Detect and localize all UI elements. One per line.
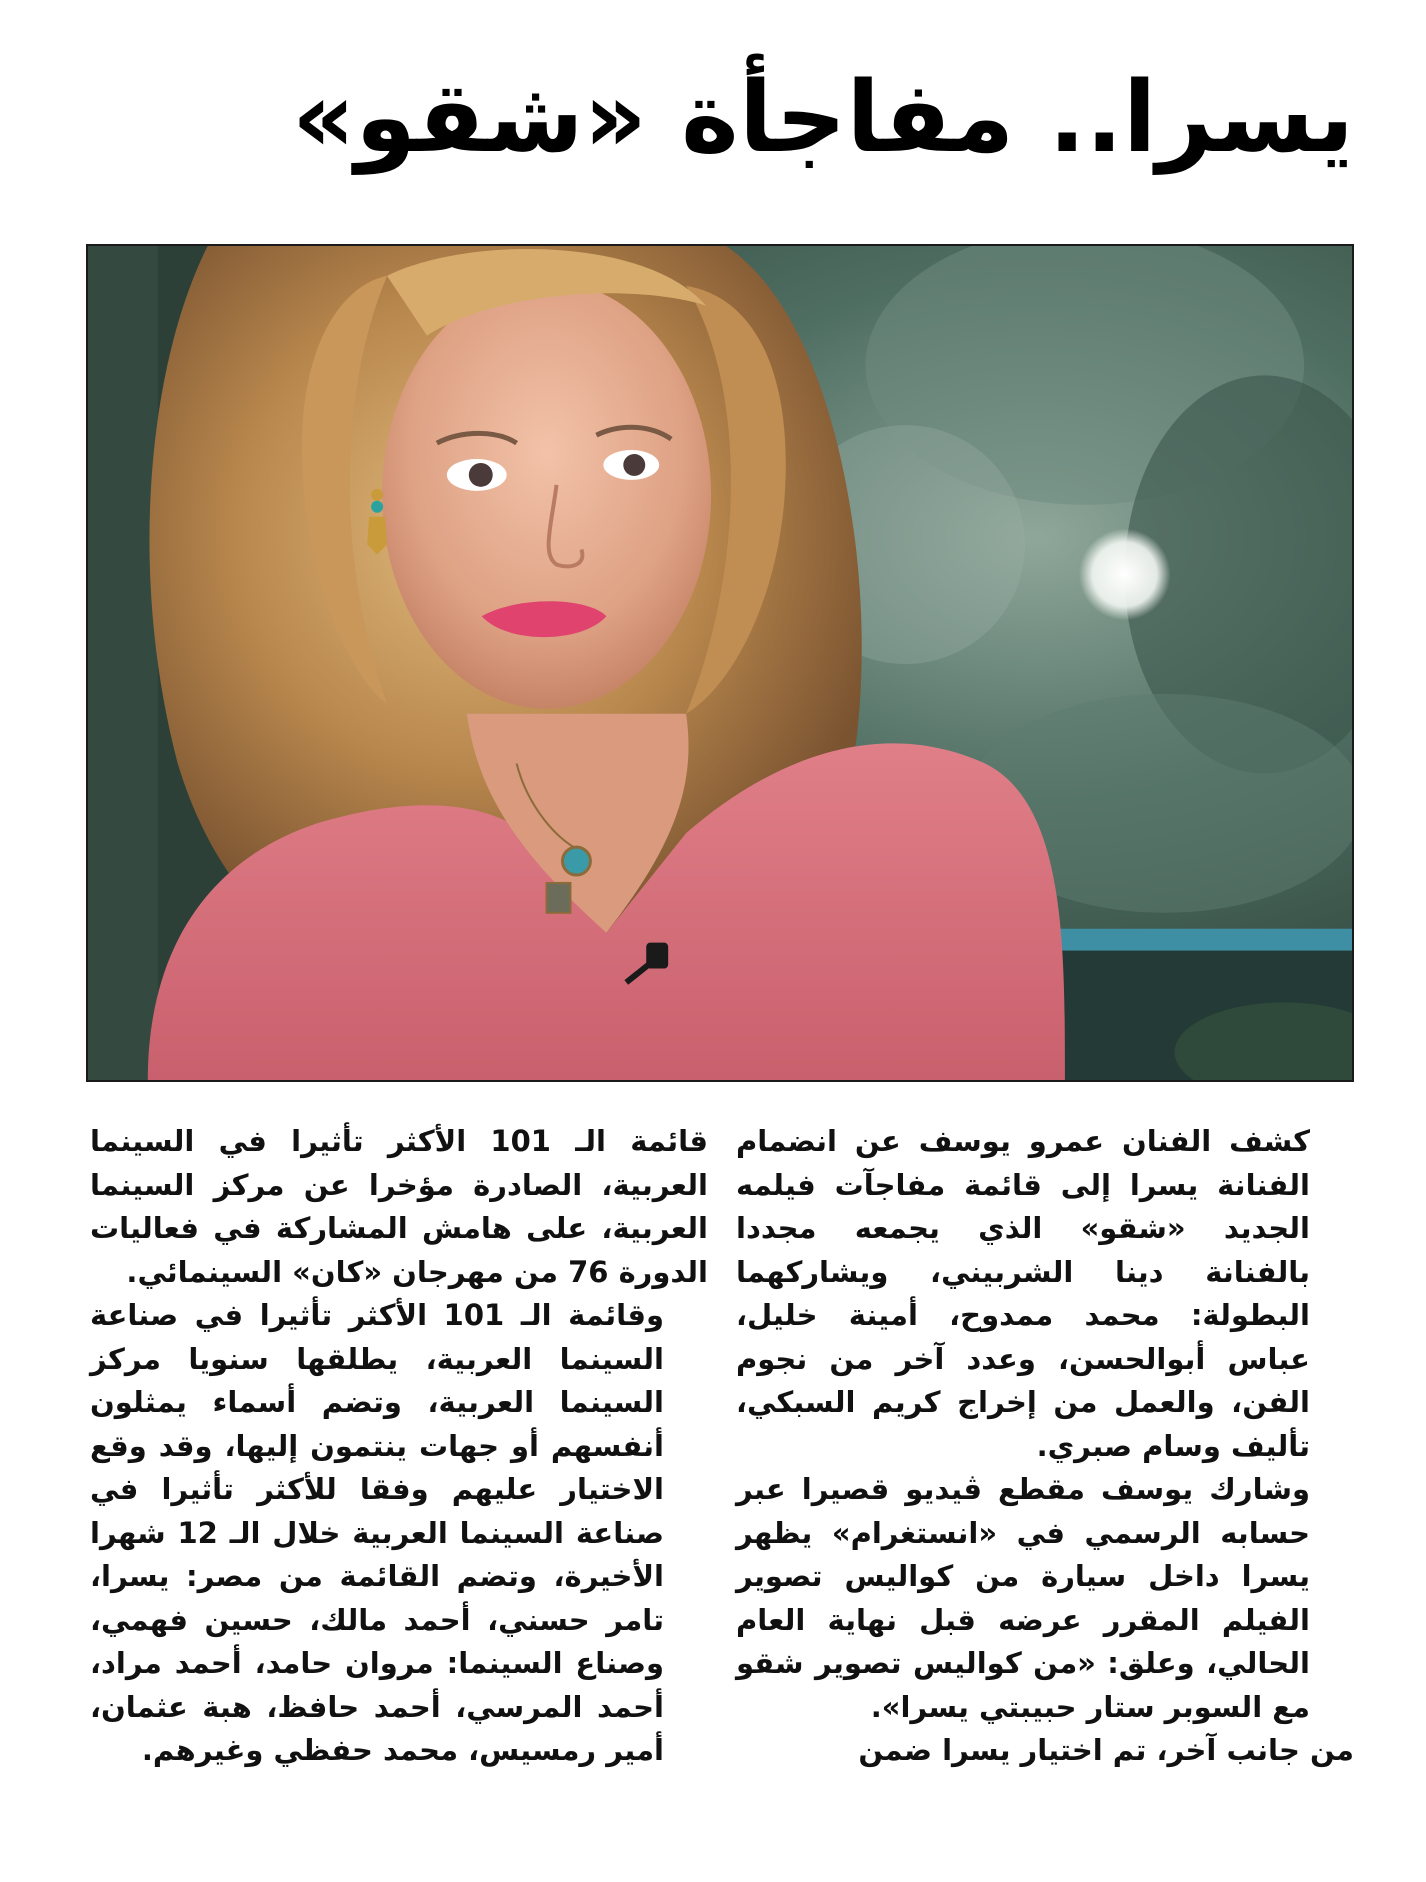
portrait-image [88,246,1352,1080]
article-headline: يسرا.. مفاجأة «شقو» [291,61,1354,175]
paragraph: وقائمة الـ 101 الأكثر تأثيرا في صناعة السينما العربية، يطلقها سنويا مركز السينما العربية، وتضم أسماء يمثلون أنفسهم أو جهات ينتمون إليها، وقد وقع الاختيار عليهم وفقا للأكثر تأثيرا في صناعة السينما العربية خلال الـ 12 شهرا الأخيرة، وتضم القائمة من مصر: يسرا، تامر حسني، أحمد مالك، حسين فهمي، وصناع السينما: مروان حامد، أحمد مراد، أحمد المرسي، أحمد حافظ، هبة عثمان، أمير رمسيس، محمد حفظي وغيرهم. [90,1298,664,1767]
article-photo [86,244,1354,1082]
paragraph: وشارك يوسف مقطع ڤيديو قصيرا عبر حسابه الرسمي في «انستغرام» يظهر يسرا داخل سيارة من كواليس تصوير الفيلم المقرر عرضه قبل نهاية العام الحالي، وعلق: «من كواليس تصوير شقو مع السوبر ستار حبيبتي يسرا». [736,1472,1310,1724]
article-column-right [736,1120,1354,1773]
paragraph: من جانب آخر، تم اختيار يسرا ضمن [858,1733,1354,1767]
paragraph: كشف الفنان عمرو يوسف عن انضمام الفنانة يسرا إلى قائمة مفاجآت فيلمه الجديد «شقو» الذي يجمعه مجددا بالفنانة دينا الشربيني، ويشاركهما البطولة: محمد ممدوح، أمينة خليل، عباس أبوالحسن، وعدد آخر من نجوم الفن، والعمل من إخراج كريم السبكي، تأليف وسام صبري. [736,1124,1310,1463]
article-column-left [90,1120,708,1773]
paragraph: قائمة الـ 101 الأكثر تأثيرا في السينما العربية، الصادرة مؤخرا عن مركز السينما العربية، على هامش المشاركة في فعاليات الدورة 76 من مهرجان «كان» السينمائي. [90,1124,708,1289]
